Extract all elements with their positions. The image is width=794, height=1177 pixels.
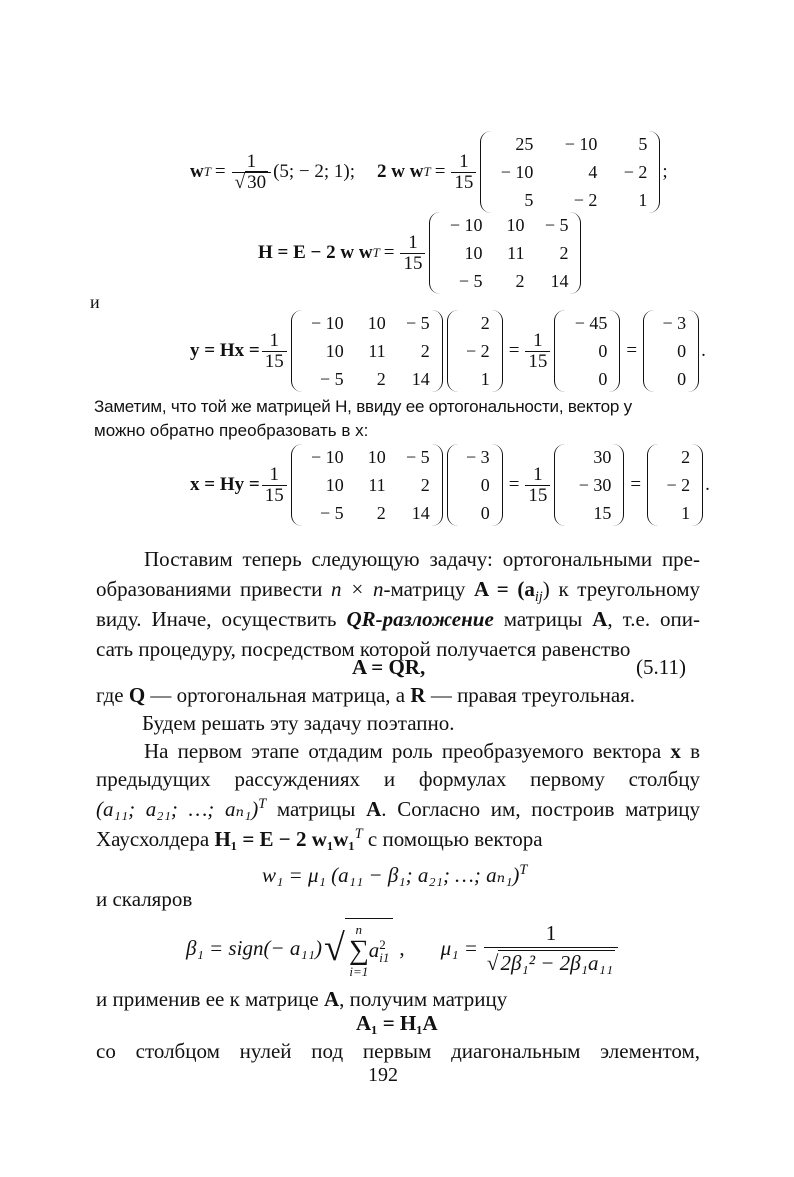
equation-householder-H: H = E − 2 w w T = $\frac{1}{15}$ − 10 10 − 5 10 11 2 − 5 2 14 bbox=[258, 214, 583, 292]
vector-x: 2 − 2 1 bbox=[447, 310, 503, 392]
eq-2ww-fraction: $\frac{1}{15}$ bbox=[451, 152, 476, 193]
equation-beta-mu: β₁ = sign(− a₁₁) √ n ∑ i=1 a 2 i1 , μ₁ = $\frac{1}{\text{√2β₁² − 2β₁a₁₁}}$ bbox=[186, 910, 620, 986]
vector-y-in-x: − 3 0 0 bbox=[447, 444, 503, 526]
eq-w-vector: (5; − 2; 1); bbox=[273, 161, 356, 182]
paragraph-3-line-6: и применив ее к матрице A, получим матрицу bbox=[96, 987, 508, 1011]
eq-H-symbol: H = E − 2 w w bbox=[258, 242, 373, 263]
paragraph-3-line-1: На первом этапе отдадим роль преобразуемого вектора x в bbox=[144, 739, 701, 763]
qr-decomposition-term: QR-разложение bbox=[346, 607, 494, 631]
note-line-1: Заметим, что той же матрицей H, ввиду ее ортогональности, вектор y bbox=[94, 397, 632, 416]
matrix-H-in-x: − 10 10 − 5 10 11 2 − 5 2 14 bbox=[291, 444, 443, 526]
paragraph-3-line-2: предыдущих рассуждениях и формулах первому столбцу bbox=[96, 767, 700, 791]
page-number: 192 bbox=[368, 1064, 398, 1086]
matrix-2ww: 25 − 10 5 − 10 4 − 2 5 − 2 1 bbox=[480, 131, 660, 213]
equation-w1: w₁ = μ₁ (a₁₁ − β₁; a₂₁; …; aₙ₁)$^T$ bbox=[262, 862, 528, 887]
paragraph-2: Будем решать эту задачу поэтапно. bbox=[142, 711, 455, 735]
equation-w-transpose: w T = $\frac{1}{√ 30}$ (5; − 2; 1); 2 w w T = $\frac{1}{15}$ 25 − 10 5 − 10 4 − 2 5 − 2 1 ; bbox=[190, 132, 668, 212]
word-and: и bbox=[90, 292, 100, 312]
equation-number-5-11: (5.11) bbox=[636, 655, 686, 679]
paragraph-1-line-1: Поставим теперь следующую задачу: ортогональными пре- bbox=[144, 547, 700, 571]
paragraph-3-line-3: (a₁₁; a₂₁; …; aₙ₁)$^T$ матрицы A. Согласно им, построив матрицу bbox=[96, 796, 700, 821]
equation-A1: A₁ = H₁A bbox=[356, 1011, 438, 1035]
paragraph-1-line-2: образованиями привести n × n-матрицу $A = (a_{ij})$ к треугольному bbox=[96, 577, 701, 606]
equation-x-Hy: x = Hy = $\frac{1}{15}$ − 10 10 − 5 10 11 2 − 5 2 14 − 3 0 0 = $\frac{1}{15}$ 30 − 30 15 = 2 − 2 1 . bbox=[190, 446, 710, 524]
paragraph-1-line-5: где Q — ортогональная матрица, а R — правая треугольная. bbox=[96, 683, 636, 707]
vector-y-times15: − 45 0 0 bbox=[554, 310, 620, 392]
paragraph-3-line-7: со столбцом нулей под первым диагональным элементом, bbox=[96, 1039, 700, 1063]
paragraph-1-line-3: виду. Иначе, осуществить QR-разложение матрицы A, т.е. опи- bbox=[96, 607, 701, 631]
paragraph-1-line-4: сать процедуру, посредством которой получается равенство bbox=[96, 637, 631, 661]
eq-w-fraction: $\frac{1}{√ 30}$ bbox=[232, 152, 271, 193]
note-line-2: можно обратно преобразовать в x: bbox=[94, 421, 369, 440]
vector-x-times15: 30 − 30 15 bbox=[554, 444, 624, 526]
eq-2ww-symbol: 2 w w bbox=[377, 161, 424, 182]
equation-A-QR: A = QR, bbox=[352, 655, 426, 679]
sqrt-sum: n ∑ i=1 a 2 i1 bbox=[345, 918, 394, 979]
eq-w-symbol: w bbox=[190, 161, 204, 182]
vector-y: − 3 0 0 bbox=[643, 310, 699, 392]
vector-x-result: 2 − 2 1 bbox=[647, 444, 703, 526]
matrix-H-in-y: − 10 10 − 5 10 11 2 − 5 2 14 bbox=[291, 310, 443, 392]
mu-fraction: $\frac{1}{\text{√2β₁² − 2β₁a₁₁}}$ bbox=[484, 919, 618, 978]
paragraph-3-line-5: и скаляров bbox=[96, 887, 193, 911]
matrix-H: − 10 10 − 5 10 11 2 − 5 2 14 bbox=[429, 212, 581, 294]
equation-y-Hx: y = Hx = $\frac{1}{15}$ − 10 10 − 5 10 11 2 − 5 2 14 2 − 2 1 = $\frac{1}{15}$ − 45 0 0 = − 3 0 0 . bbox=[190, 312, 706, 390]
paragraph-3-line-4: Хаусхолдера H₁ = E − 2 w₁w₁$^T$ с помощью вектора bbox=[96, 826, 543, 851]
